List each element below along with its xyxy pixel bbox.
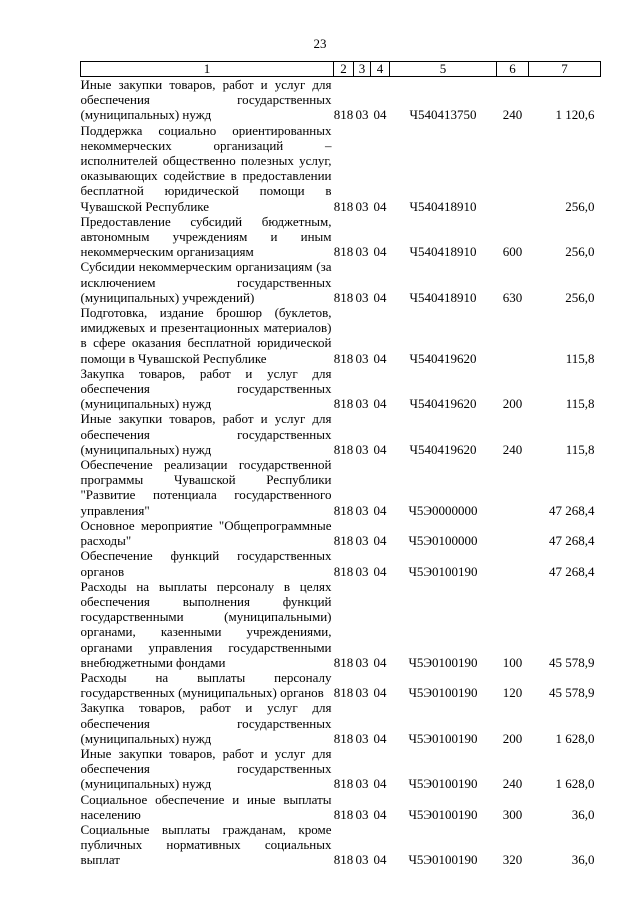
section-code: 03 xyxy=(355,852,369,868)
table-row xyxy=(81,792,601,822)
subsection-code: 04 xyxy=(373,244,387,260)
section-code: 03 xyxy=(355,730,369,746)
row-name: Иные закупки товаров, работ и услуг для обеспечения государственных (муниципальных) нужд xyxy=(80,411,332,457)
section-code: 03 xyxy=(355,654,369,670)
admin-code: 818 xyxy=(333,730,354,746)
amount-value: 115,8 xyxy=(565,441,595,457)
amount-value: 115,8 xyxy=(565,396,595,412)
expense-type-code: 200 xyxy=(502,730,523,746)
expense-type-code: 300 xyxy=(502,806,523,822)
section-code: 03 xyxy=(355,396,369,412)
admin-code: 818 xyxy=(333,502,354,518)
subsection-code: 04 xyxy=(373,396,387,412)
table-row xyxy=(81,518,601,548)
target-article-code: Ч5Э0100190 xyxy=(408,852,478,868)
row-name: Подготовка, издание брошюр (буклетов, имиджевых и презентационных материалов) в сфере оказания бесплатной юридической помощи в Чувашской Республике xyxy=(80,305,332,366)
amount-value: 45 578,9 xyxy=(549,654,595,670)
admin-code: 818 xyxy=(333,244,354,260)
budget-table xyxy=(80,61,601,868)
target-article-code: Ч5Э0100190 xyxy=(408,654,478,670)
amount-value: 1 628,0 xyxy=(555,776,595,792)
section-code: 03 xyxy=(355,244,369,260)
table-body xyxy=(81,77,601,868)
table-row xyxy=(81,579,601,670)
column-header: 2 xyxy=(334,62,354,77)
target-article-code: Ч5Э0100190 xyxy=(408,776,478,792)
admin-code: 818 xyxy=(333,776,354,792)
target-article-code: Ч5Э0100190 xyxy=(408,685,478,701)
expense-type-code: 320 xyxy=(502,852,523,868)
section-code: 03 xyxy=(355,533,369,549)
column-header: 4 xyxy=(371,62,390,77)
section-code: 03 xyxy=(355,776,369,792)
expense-type-code: 100 xyxy=(502,654,523,670)
amount-value: 1 628,0 xyxy=(555,730,595,746)
expense-type-code xyxy=(497,305,529,366)
admin-code: 818 xyxy=(333,107,354,123)
target-article-code: Ч540419620 xyxy=(409,396,477,412)
table-row xyxy=(81,411,601,457)
admin-code: 818 xyxy=(333,563,354,579)
expense-type-code: 200 xyxy=(502,396,523,412)
table-row xyxy=(81,123,601,214)
section-code: 03 xyxy=(355,198,369,214)
target-article-code: Ч5Э0100000 xyxy=(408,533,478,549)
table-row xyxy=(81,746,601,792)
table-row xyxy=(81,548,601,578)
subsection-code: 04 xyxy=(373,350,387,366)
row-name: Обеспечение функций государственных органов xyxy=(80,548,332,579)
row-name: Социальные выплаты гражданам, кроме публичных нормативных социальных выплат xyxy=(80,821,332,868)
expense-type-code: 120 xyxy=(502,685,523,701)
row-name: Иные закупки товаров, работ и услуг для обеспечения государственных (муниципальных) нужд xyxy=(80,77,332,123)
amount-value: 256,0 xyxy=(565,289,595,305)
subsection-code: 04 xyxy=(373,198,387,214)
expense-type-code xyxy=(497,123,529,214)
row-name: Закупка товаров, работ и услуг для обеспечения государственных (муниципальных) нужд xyxy=(80,365,332,412)
target-article-code: Ч540418910 xyxy=(409,289,477,305)
expense-type-code xyxy=(497,457,529,518)
row-name: Закупка товаров, работ и услуг для обеспечения государственных (муниципальных) нужд xyxy=(80,700,332,746)
target-article-code: Ч5Э0100190 xyxy=(408,806,478,822)
admin-code: 818 xyxy=(333,441,354,457)
table-row xyxy=(81,214,601,260)
row-name: Субсидии некоммерческим организациям (за исключением государственных (муниципальных) учреждений) xyxy=(80,259,332,305)
section-code: 03 xyxy=(355,107,369,123)
amount-value: 36,0 xyxy=(571,806,595,822)
section-code: 03 xyxy=(355,441,369,457)
amount-value: 256,0 xyxy=(565,244,595,260)
table-row xyxy=(81,366,601,412)
row-name: Расходы на выплаты персоналу государственных (муниципальных) органов xyxy=(80,669,332,701)
section-code: 03 xyxy=(355,502,369,518)
expense-type-code xyxy=(497,548,529,578)
table-row xyxy=(81,457,601,518)
subsection-code: 04 xyxy=(373,806,387,822)
row-name: Социальное обеспечение и иные выплаты населению xyxy=(80,791,332,822)
admin-code: 818 xyxy=(333,396,354,412)
amount-value: 47 268,4 xyxy=(549,563,595,579)
target-article-code: Ч5Э0100190 xyxy=(408,563,478,579)
expense-type-code: 240 xyxy=(502,441,523,457)
amount-value: 47 268,4 xyxy=(549,502,595,518)
subsection-code: 04 xyxy=(373,776,387,792)
expense-type-code: 630 xyxy=(502,289,523,305)
target-article-code: Ч540413750 xyxy=(409,107,477,123)
row-name: Обеспечение реализации государственной программы Чувашской Республики "Развитие потенциала государственного управления" xyxy=(80,457,332,518)
subsection-code: 04 xyxy=(373,654,387,670)
admin-code: 818 xyxy=(333,685,354,701)
section-code: 03 xyxy=(355,289,369,305)
target-article-code: Ч5Э0100190 xyxy=(408,730,478,746)
expense-type-code: 240 xyxy=(502,107,523,123)
column-header: 7 xyxy=(529,62,601,77)
section-code: 03 xyxy=(355,350,369,366)
subsection-code: 04 xyxy=(373,107,387,123)
admin-code: 818 xyxy=(333,289,354,305)
target-article-code: Ч540418910 xyxy=(409,198,477,214)
subsection-code: 04 xyxy=(373,852,387,868)
column-header: 5 xyxy=(390,62,497,77)
row-name: Иные закупки товаров, работ и услуг для обеспечения государственных (муниципальных) нужд xyxy=(80,745,332,792)
table-row xyxy=(81,305,601,366)
row-name: Основное мероприятие "Общепрограммные расходы" xyxy=(80,517,332,549)
row-name: Поддержка социально ориентированных некоммерческих организаций – исполнителей общественно полезных услуг, оказывающих содействие в предоставлении бесплатной юридической помощи в Чувашской Республике xyxy=(80,122,332,214)
table-row xyxy=(81,700,601,746)
amount-value: 256,0 xyxy=(565,198,595,214)
column-header: 1 xyxy=(81,62,334,77)
subsection-code: 04 xyxy=(373,685,387,701)
admin-code: 818 xyxy=(333,350,354,366)
subsection-code: 04 xyxy=(373,441,387,457)
table-row xyxy=(81,670,601,700)
table-row xyxy=(81,822,601,868)
table-row xyxy=(81,259,601,305)
subsection-code: 04 xyxy=(373,563,387,579)
section-code: 03 xyxy=(355,685,369,701)
row-name: Предоставление субсидий бюджетным, автономным учреждениям и иным некоммерческим организациям xyxy=(80,213,332,260)
target-article-code: Ч540419620 xyxy=(409,350,477,366)
column-header: 6 xyxy=(497,62,529,77)
amount-value: 45 578,9 xyxy=(549,685,595,701)
table-row xyxy=(81,77,601,123)
subsection-code: 04 xyxy=(373,289,387,305)
section-code: 03 xyxy=(355,806,369,822)
expense-type-code xyxy=(497,518,529,548)
subsection-code: 04 xyxy=(373,730,387,746)
target-article-code: Ч540419620 xyxy=(409,441,477,457)
amount-value: 36,0 xyxy=(571,852,595,868)
expense-type-code: 240 xyxy=(502,776,523,792)
section-code: 03 xyxy=(355,563,369,579)
admin-code: 818 xyxy=(333,198,354,214)
amount-value: 47 268,4 xyxy=(549,533,595,549)
amount-value: 1 120,6 xyxy=(555,107,595,123)
admin-code: 818 xyxy=(333,806,354,822)
expense-type-code: 600 xyxy=(502,244,523,260)
admin-code: 818 xyxy=(333,533,354,549)
target-article-code: Ч540418910 xyxy=(409,244,477,260)
subsection-code: 04 xyxy=(373,502,387,518)
amount-value: 115,8 xyxy=(565,350,595,366)
column-header: 3 xyxy=(354,62,371,77)
header-row xyxy=(81,62,601,77)
admin-code: 818 xyxy=(333,852,354,868)
row-name: Расходы на выплаты персоналу в целях обеспечения выполнения функций государственными (муниципальными) органами, казенными учреждениями, органами управления государственными внебюджетными фондами xyxy=(80,578,332,670)
subsection-code: 04 xyxy=(373,533,387,549)
page-number: 23 xyxy=(313,36,327,51)
admin-code: 818 xyxy=(333,654,354,670)
target-article-code: Ч5Э0000000 xyxy=(408,502,478,518)
